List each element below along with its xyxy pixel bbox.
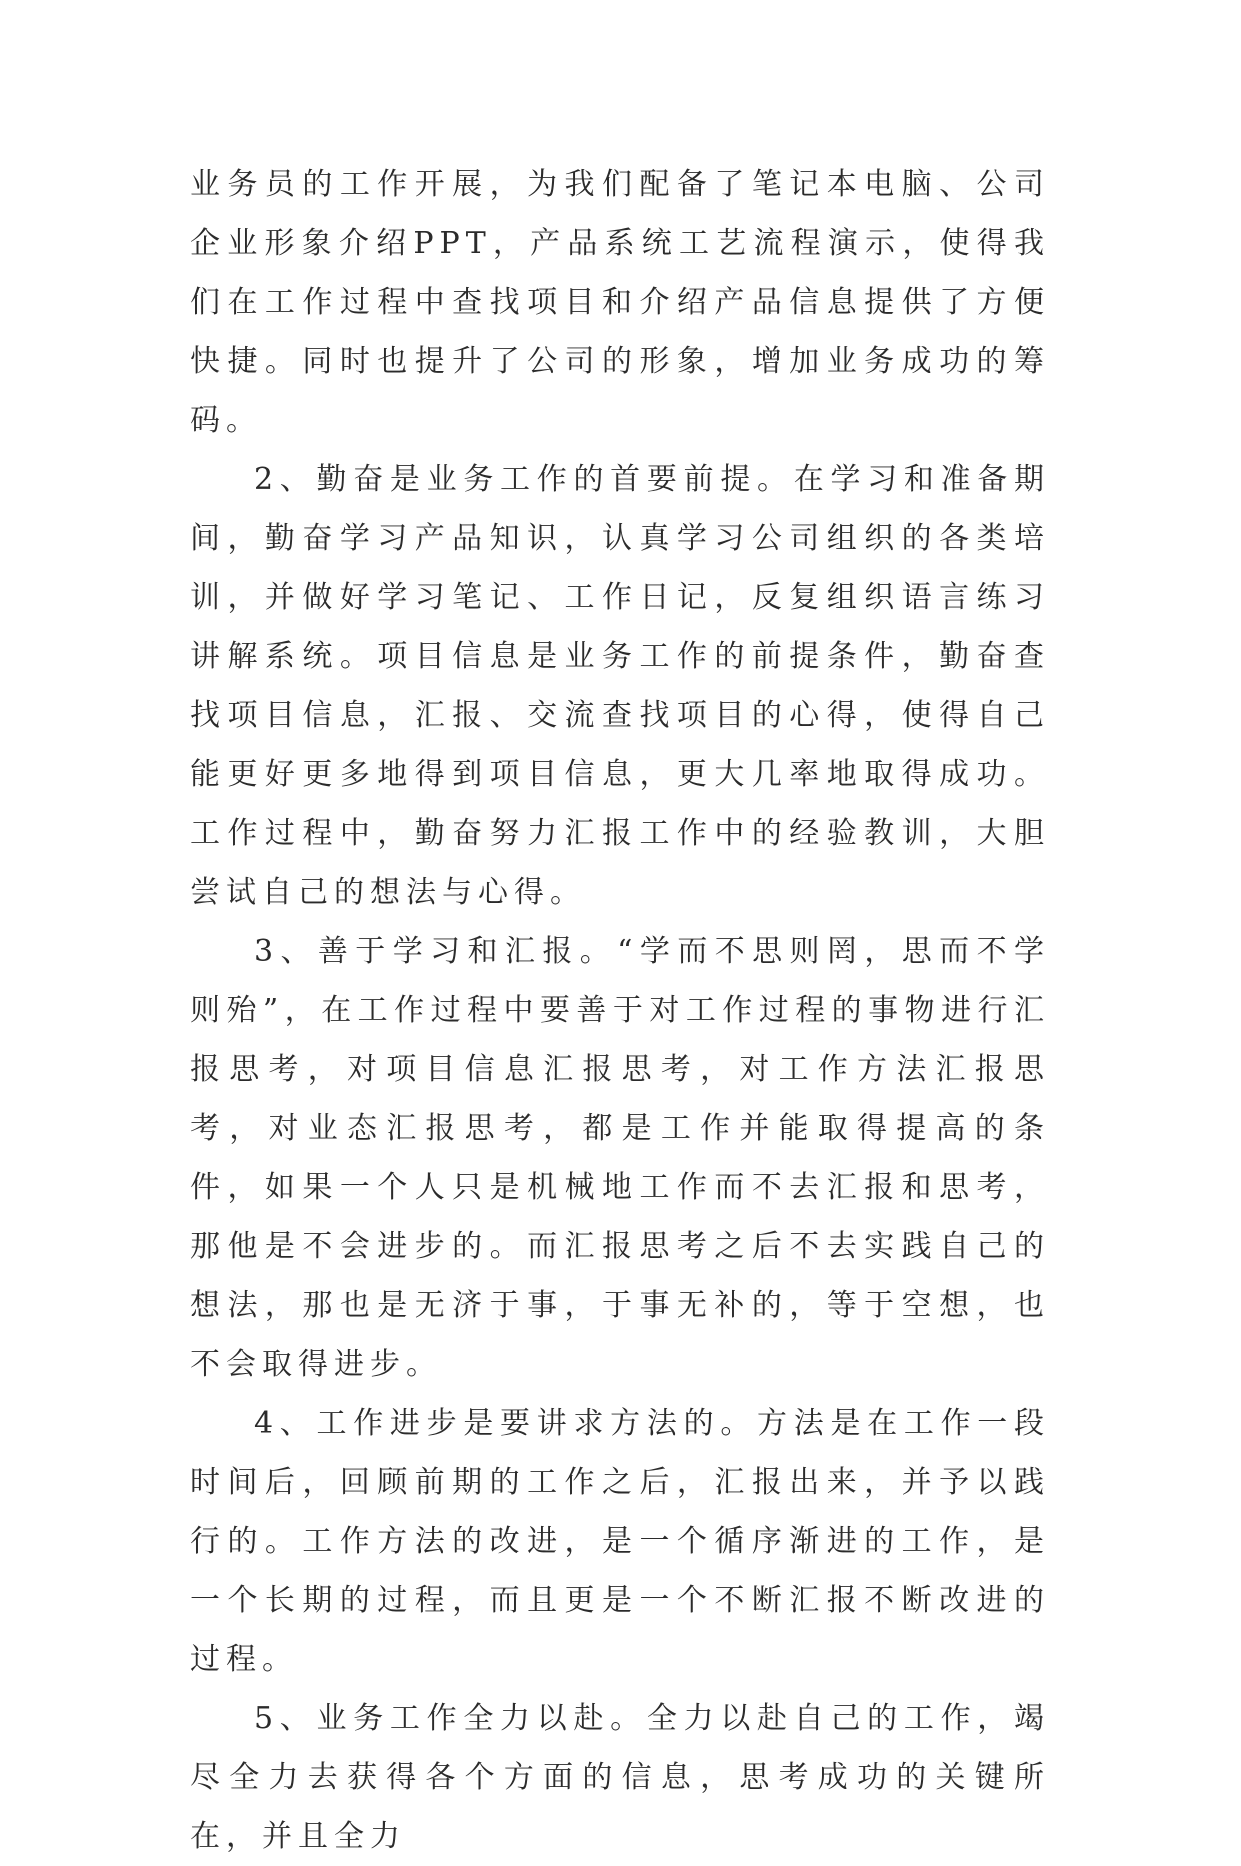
paragraph-1: 业务员的工作开展，为我们配备了笔记本电脑、公司企业形象介绍PPT，产品系统工艺流程演示，使得我们在工作过程中查找项目和介绍产品信息提供了方便快捷。同时也提升了公司的形象，增加业务成功的筹码。 bbox=[190, 167, 1050, 438]
paragraph-4: 4、工作进步是要讲求方法的。方法是在工作一段时间后，回顾前期的工作之后，汇报出来，并予以践行的。工作方法的改进，是一个循序渐进的工作，是一个长期的过程，而且更是一个不断汇报不断改进的过程。 bbox=[190, 1406, 1050, 1677]
document-body bbox=[190, 155, 1050, 1866]
paragraph-5: 5、业务工作全力以赴。全力以赴自己的工作，竭尽全力去获得各个方面的信息，思考成功的关键所在，并且全力 bbox=[190, 1701, 1050, 1854]
paragraph-2: 2、勤奋是业务工作的首要前提。在学习和准备期间，勤奋学习产品知识，认真学习公司组织的各类培训，并做好学习笔记、工作日记，反复组织语言练习讲解系统。项目信息是业务工作的前提条件，勤奋查找项目信息，汇报、交流查找项目的心得，使得自己能更好更多地得到项目信息，更大几率地取得成功。工作过程中，勤奋努力汇报工作中的经验教训，大胆尝试自己的想法与心得。 bbox=[190, 462, 1050, 910]
paragraph-3: 3、善于学习和汇报。“学而不思则罔，思而不学则殆”，在工作过程中要善于对工作过程的事物进行汇报思考，对项目信息汇报思考，对工作方法汇报思考，对业态汇报思考，都是工作并能取得提高的条件，如果一个人只是机械地工作而不去汇报和思考，那他是不会进步的。而汇报思考之后不去实践自己的想法，那也是无济于事，于事无补的，等于空想，也不会取得进步。 bbox=[190, 934, 1050, 1382]
